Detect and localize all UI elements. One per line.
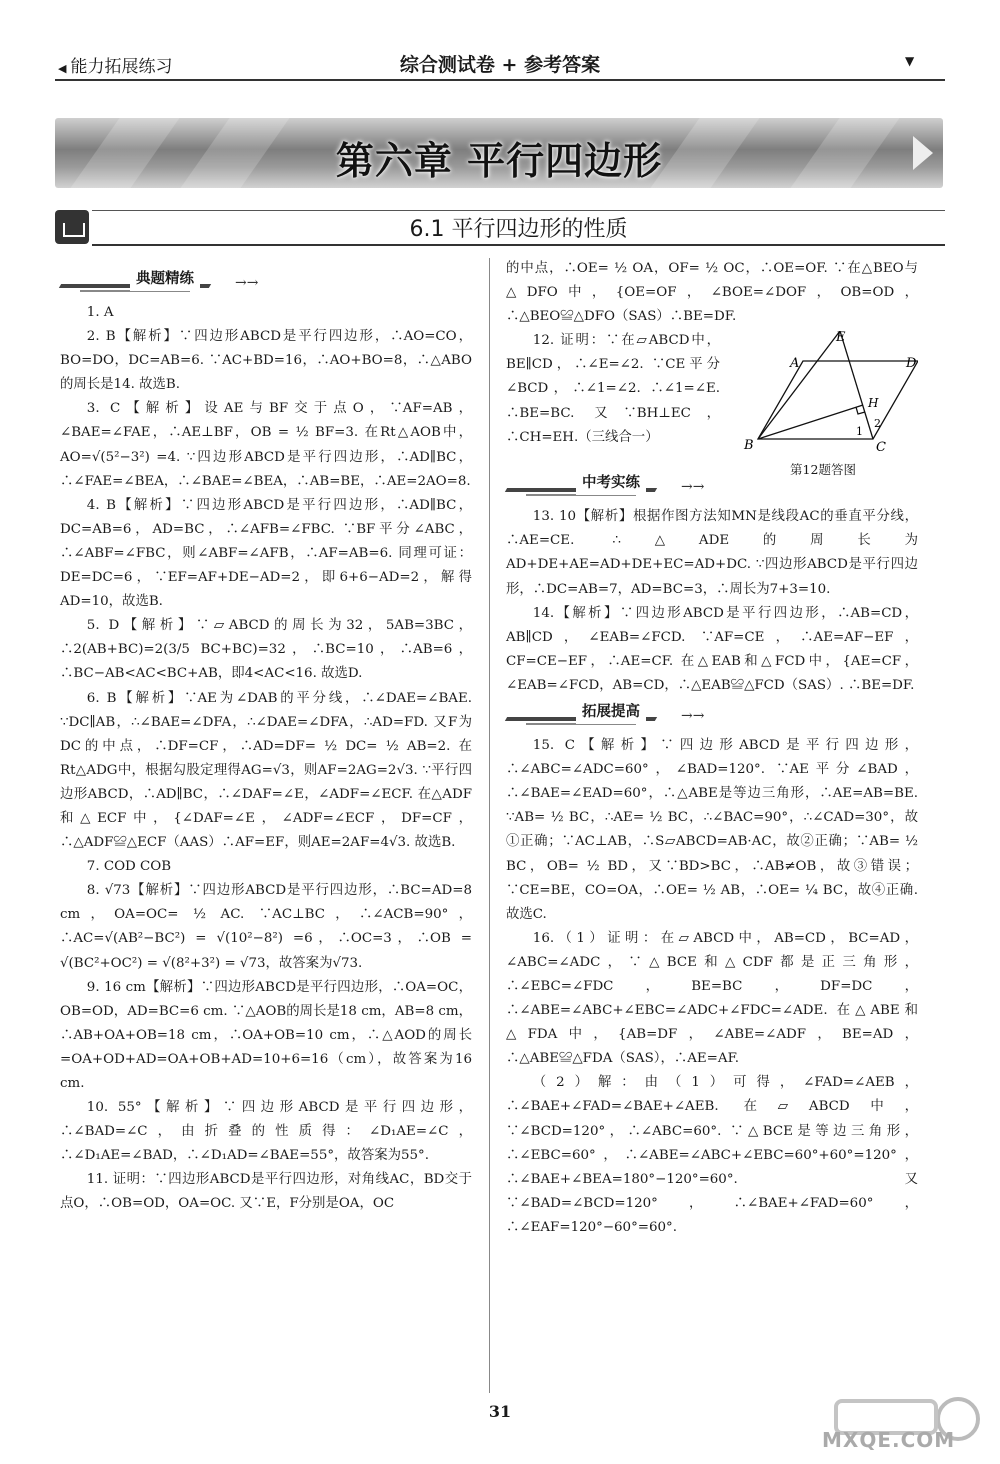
answer-14: 14.【解析】∵四边形ABCD是平行四边形，∴AB=CD，AB∥CD，∠EAB=∠FCD. ∵AF=CE，∴AE=AF−EF，CF=CE−EF，∴AE=CF. 在△EAB和△FCD中，{AE=CF，∠EAB=∠FCD，AB=CD，∴△EAB≌△FCD（SAS）. ∴BE=DF. bbox=[506, 605, 918, 693]
parallelogram-figure bbox=[728, 331, 918, 453]
subhead-zhongkao-label: 中考实练 bbox=[576, 471, 646, 495]
answer-11-cont: 的中点，∴OE= ½ OA，OF= ½ OC，∴OE=OF. ∵在△BEO与△DFO中，{OE=OF，∠BOE=∠DOF，OB=OD，∴△BEO≌△DFO（SAS）∴BE=DF. bbox=[506, 261, 918, 325]
subhead-dianti bbox=[60, 267, 472, 297]
header-right-marker-icon: ▼ bbox=[905, 54, 915, 68]
answer-16-2: （2）解：由（1）可得，∠FAD=∠AEB，∴∠BAE+∠FAD=∠BAE+∠AEB. 在▱ABCD中，∵∠BCD=120°，∴∠ABC=60°. ∵△BCE是等边三角形，∴∠EBC=60°，∴∠ABE=∠ABC+∠EBC=60°+60°=120°，∴∠BAE+∠BEA=180°−120°=60°. 又∵∠BAD=∠BCD=120°，∴∠BAE+∠FAD=60°，∴∠EAF=120°−60°=60°. bbox=[506, 1075, 918, 1235]
header-left-title: ◀ 能力拓展练习 bbox=[58, 52, 172, 77]
answer-1: 1. A bbox=[86, 305, 114, 320]
double-arrow-icon: →→ bbox=[681, 708, 705, 725]
header-center-title: 综合测试卷 + 参考答案 bbox=[399, 54, 601, 76]
answer-6: 6. B【解析】∵AE为∠DAB的平分线，∴∠DAE=∠BAE. ∵DC∥AB，∴∠BAE=∠DFA，∴∠DAE=∠DFA，∴AD=FD. 又F为DC的中点，∴DF=CF，∴AD=DF= ½ DC= ½ AB=2. 在Rt△ADG中，根据勾股定理得AG=√3，则AF=2AG=2√3. ∵平行四边形ABCD，∴AD∥BC，∴∠DAF=∠E，∠ADF=∠ECF. 在△ADF和△ECF中，{∠DAF=∠E，∠ADF=∠ECF，DF=CF，∴△ADF≌△ECF（AAS）∴AF=EF，则AE=2AF=4√3. 故选B. bbox=[60, 690, 472, 851]
answer-4: 4. B【解析】∵四边形ABCD是平行四边形，∴AD∥BC，DC=AB=6，AD=BC，∴∠AFB=∠FBC. ∵BF平分∠ABC，∴∠ABF=∠FBC，则∠ABF=∠AFB，∴AF=AB=6. 同理可证：DE=DC=6，∵EF=AF+DE−AD=2，即6+6−AD=2，解得AD=10，故选B. bbox=[60, 497, 472, 610]
answer-11: 11. 证明：∵四边形ABCD是平行四边形，对角线AC，BD交于点O，∴OB=OD，OA=OC. 又∵E，F分别是OA，OC bbox=[60, 1172, 472, 1212]
answer-7: 7. COD COB bbox=[86, 859, 172, 875]
banner-arrow-icon bbox=[913, 136, 933, 170]
chapter-banner bbox=[55, 118, 943, 188]
section-title: 6.1 平行四边形的性质 bbox=[409, 217, 628, 242]
page-number: 31 bbox=[488, 1402, 512, 1421]
fig-label-D: D bbox=[906, 356, 917, 372]
section-rule-bottom bbox=[92, 244, 945, 246]
right-column bbox=[506, 257, 918, 1240]
section-rule-top bbox=[92, 210, 945, 211]
header-rule bbox=[55, 79, 945, 81]
double-arrow-icon: →→ bbox=[681, 479, 705, 496]
answer-3: 3. C【解析】设AE与BF交于点O，∵AF=AB，∠BAE=∠FAE，∴AE⊥BF，OB = ½ BF=3. 在Rt△AOB中，AO=√(5²−3²) =4. ∵四边形ABCD是平行四边形，∴AD∥BC，∴∠FAE=∠BEA，∴∠BAE=∠BEA，∴AB=BE，∴AE=2AO=8. bbox=[60, 401, 472, 489]
figure-caption: 第12题答图 bbox=[790, 462, 856, 478]
fig-label-E: E bbox=[836, 331, 846, 346]
answer-15: 15. C【解析】∵四边形ABCD是平行四边形，∴∠ABC=∠ADC=60°，∠BAD=120°. ∵AE平分∠BAD，∴∠BAE=∠EAD=60°，∴△ABE是等边三角形，∴AE=AB=BE. ∵AB= ½ BC，∴AE= ½ BC，∴∠BAC=90°，∴∠CAD=30°，故①正确；∵AC⊥AB，∴S▱ABCD=AB·AC，故②正确；∵AB= ½ BC，OB= ½ BD，又∵BD>BC，∴AB≠OB，故③错误；∵CE=BE，CO=OA，∴OE= ½ AB，∴OE= ¼ BC，故④正确. 故选C. bbox=[506, 738, 918, 922]
fig-label-H: H bbox=[868, 396, 879, 411]
answer-10: 10. 55°【解析】∵四边形ABCD是平行四边形，∴∠BAD=∠C，由折叠的性质得：∠D₁AE=∠C，∴∠D₁AE=∠BAD，∴∠D₁AD=∠BAE=55°，故答案为55°. bbox=[60, 1100, 472, 1164]
section-book-icon bbox=[55, 210, 89, 244]
watermark-text: MXQE.COM bbox=[822, 1428, 956, 1452]
answer-5: 5. D【解析】∵▱ABCD的周长为32，5AB=3BC，∴2(AB+BC)=2(3/5 BC+BC)=32，∴BC=10，∴AB=6，∴BC−AB<AC<BC+AB，即4<AC<16. 故选D. bbox=[60, 618, 472, 682]
column-divider bbox=[489, 258, 490, 1393]
subhead-tuozhan-label: 拓展提高 bbox=[576, 700, 646, 724]
subhead-tuozhan bbox=[506, 700, 918, 730]
answer-16-1: 16.（1）证明：在▱ABCD中，AB=CD，BC=AD，∠ABC=∠ADC，∵△BCE和△CDF都是正三角形，∴∠EBC=∠FDC，BE=BC，DF=DC，∴∠ABE=∠ABC+∠EBC=∠ADC+∠FDC=∠ADE. 在△ABE和△FDA中，{AB=DF，∠ABE=∠ADF，BE=AD，∴△ABE≌△FDA（SAS），∴AE=AF. bbox=[506, 930, 918, 1067]
fig-label-A: A bbox=[790, 356, 800, 372]
double-arrow-icon: →→ bbox=[235, 275, 259, 291]
subhead-zhongkao bbox=[506, 471, 918, 501]
left-column bbox=[60, 265, 472, 1217]
fig-label-1: 1 bbox=[856, 425, 863, 439]
answer-2: 2. B【解析】∵四边形ABCD是平行四边形，∴AO=CO，BO=DO，DC=AB=6. ∵AC+BD=16，∴AO+BO=8，∴△ABO的周长是14. 故选B. bbox=[60, 329, 472, 393]
subhead-dianti-label: 典题精练 bbox=[130, 267, 200, 291]
answer-9: 9. 16 cm【解析】∵四边形ABCD是平行四边形，∴OA=OC，OB=OD，AD=BC=6 cm. ∵△AOB的周长是18 cm，AB=8 cm，∴AB+OA+OB=18 cm，∴OA+OB=10 cm，∴△AOD的周长=OA+OD+AD=OA+OB+AD=10+6=16（cm），故答案为16 cm. bbox=[60, 979, 472, 1091]
figure-12 bbox=[728, 331, 918, 478]
answer-8: 8. √73【解析】∵四边形ABCD是平行四边形，∴BC=AD=8 cm，OA=OC= ½ AC. ∵AC⊥BC，∴∠ACB=90°，∴AC=√(AB²−BC²) = √(10²−8²) =6，∴OC=3，∴OB = √(BC²+OC²) = √(8²+3²) = √73，故答案为√73. bbox=[60, 883, 472, 971]
fig-label-C: C bbox=[876, 440, 886, 454]
chapter-title: 第六章 平行四边形 bbox=[335, 139, 663, 183]
fig-label-2: 2 bbox=[874, 417, 881, 431]
answer-12: 12. 证明：∵在▱ABCD中，BE∥CD，∴∠E=∠2. ∵CE平分∠BCD，∴∠1=∠2. ∴∠1=∠E. ∴BE=BC. 又∵BH⊥EC，∴CH=EH.（三线合一） bbox=[506, 333, 720, 445]
answer-13: 13. 10【解析】根据作图方法知MN是线段AC的垂直平分线，∴AE=CE. ∴△ADE的周长为AD+DE+AE=AD+DE+EC=AD+DC. ∵四边形ABCD是平行四边形，∴DC=AB=7，AD=BC=3，∴周长为7+3=10. bbox=[506, 509, 918, 597]
fig-label-B: B bbox=[744, 438, 754, 454]
